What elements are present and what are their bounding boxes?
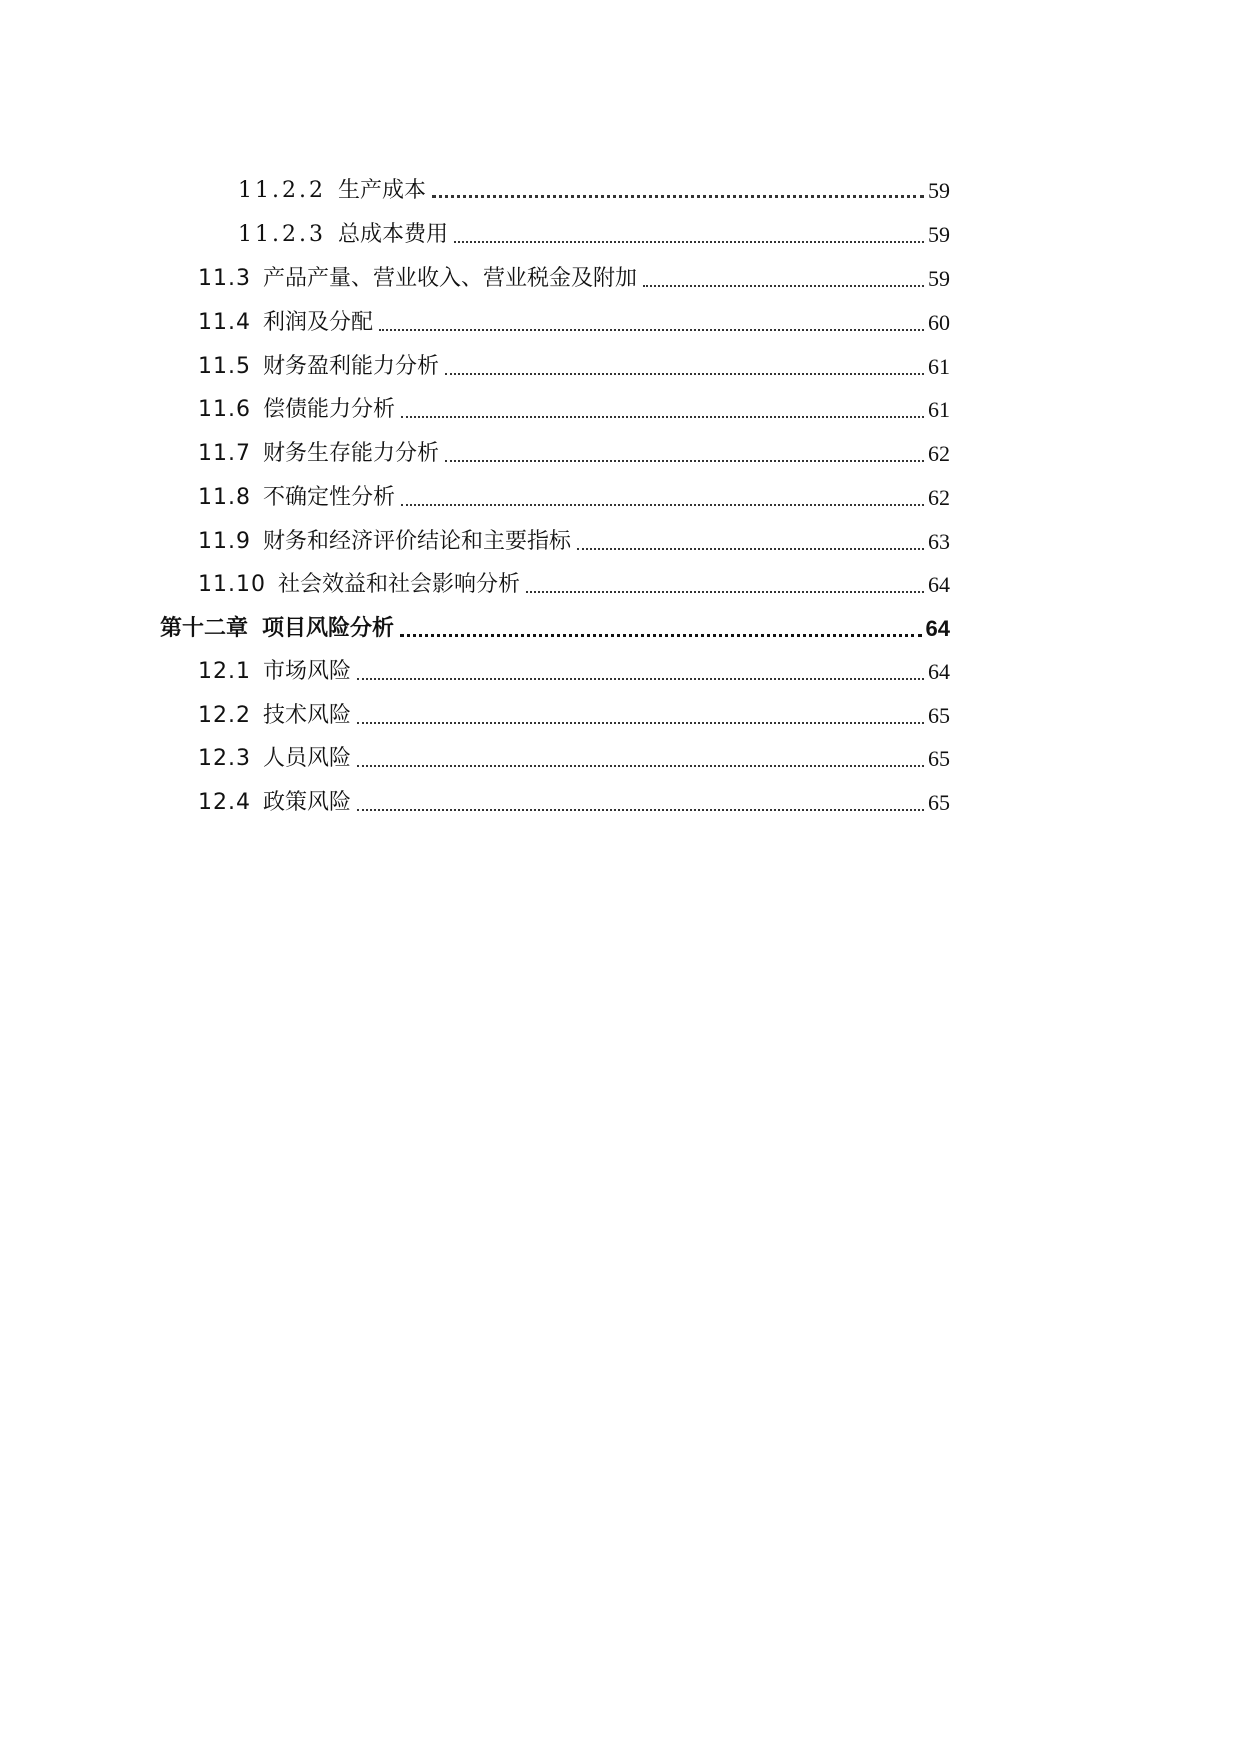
toc-dot-leader [357, 808, 924, 811]
toc-entry-number: 11.9 [198, 529, 251, 554]
toc-entry-page: 65 [928, 746, 950, 771]
toc-entry-number: 12.1 [198, 659, 251, 684]
toc-entry-number: 11.3 [198, 266, 251, 291]
toc-dot-leader [401, 415, 924, 418]
toc-entry-page: 64 [928, 659, 950, 684]
toc-chapter-number: 第十二章 [160, 616, 249, 641]
toc-entry-page: 63 [928, 529, 950, 554]
toc-dot-leader [643, 284, 924, 287]
toc-entry-page: 59 [928, 266, 950, 291]
toc-dot-leader [454, 240, 924, 243]
toc-entry-12-2[interactable] [198, 701, 950, 731]
toc-entry-number: 11.10 [198, 572, 266, 597]
toc-dot-leader [401, 503, 924, 506]
toc-entry-12-3[interactable] [198, 744, 950, 774]
toc-entry-page: 59 [928, 222, 950, 247]
toc-dot-leader [357, 721, 924, 724]
toc-entry-title: 总成本费用 [337, 222, 448, 247]
toc-entry-page: 65 [928, 703, 950, 728]
toc-dot-leader [577, 547, 924, 550]
toc-entry-title: 不确定性分析 [262, 485, 395, 510]
toc-entry-page: 60 [928, 310, 950, 335]
toc-dot-leader [445, 459, 924, 462]
toc-entry-12-4[interactable] [198, 788, 950, 818]
toc-entry-11-2-2[interactable] [238, 176, 950, 206]
toc-entry-number: 12.3 [198, 746, 251, 771]
toc-entry-11-6[interactable] [198, 395, 950, 425]
toc-entry-11-7[interactable] [198, 439, 950, 469]
toc-entry-11-8[interactable] [198, 483, 950, 513]
toc-entry-page: 62 [928, 441, 950, 466]
toc-dot-leader [432, 194, 924, 198]
toc-entry-title: 生产成本 [337, 178, 426, 203]
toc-dot-leader [379, 328, 924, 331]
toc-entry-12-1[interactable] [198, 657, 950, 687]
toc-dot-leader [445, 372, 924, 375]
toc-entry-title: 政策风险 [262, 790, 351, 815]
toc-entry-page: 59 [928, 178, 950, 203]
toc-entry-title: 财务盈利能力分析 [262, 354, 439, 379]
toc-entry-title: 财务和经济评价结论和主要指标 [262, 529, 571, 554]
toc-entry-title: 技术风险 [262, 703, 351, 728]
toc-entry-11-5[interactable] [198, 352, 950, 382]
toc-entry-11-9[interactable] [198, 527, 950, 557]
toc-entry-11-2-3[interactable] [238, 220, 950, 250]
toc-entry-11-3[interactable] [198, 264, 950, 294]
toc-dot-leader [357, 677, 924, 680]
toc-entry-number: 12.4 [198, 790, 251, 815]
toc-chapter-page: 64 [925, 616, 950, 641]
toc-entry-page: 61 [928, 397, 950, 422]
toc-entry-number: 11.7 [198, 441, 251, 466]
toc-entry-number: 11.8 [198, 485, 251, 510]
toc-entry-page: 61 [928, 354, 950, 379]
toc-entry-11-4[interactable] [198, 308, 950, 338]
toc-entry-number: 11.5 [198, 354, 251, 379]
toc-entry-page: 64 [928, 572, 950, 597]
toc-dot-leader [400, 633, 921, 637]
toc-chapter-12[interactable] [160, 614, 950, 644]
toc-entry-number: 11.2.3 [238, 222, 326, 247]
toc-entry-page: 65 [928, 790, 950, 815]
toc-dot-leader [526, 590, 924, 593]
toc-chapter-title: 项目风险分析 [262, 616, 395, 641]
toc-entry-title: 产品产量、营业收入、营业税金及附加 [262, 266, 637, 291]
toc-entry-page: 62 [928, 485, 950, 510]
toc-entry-title: 社会效益和社会影响分析 [277, 572, 520, 597]
toc-entry-title: 人员风险 [262, 746, 351, 771]
toc-entry-number: 12.2 [198, 703, 251, 728]
toc-entry-number: 11.6 [198, 397, 251, 422]
toc-entry-title: 利润及分配 [262, 310, 373, 335]
toc-entry-11-10[interactable] [198, 570, 950, 600]
toc-entry-title: 偿债能力分析 [262, 397, 395, 422]
toc-dot-leader [357, 764, 924, 767]
toc-entry-title: 市场风险 [262, 659, 351, 684]
toc-entry-title: 财务生存能力分析 [262, 441, 439, 466]
toc-entry-number: 11.2.2 [238, 178, 326, 203]
toc-entry-number: 11.4 [198, 310, 251, 335]
